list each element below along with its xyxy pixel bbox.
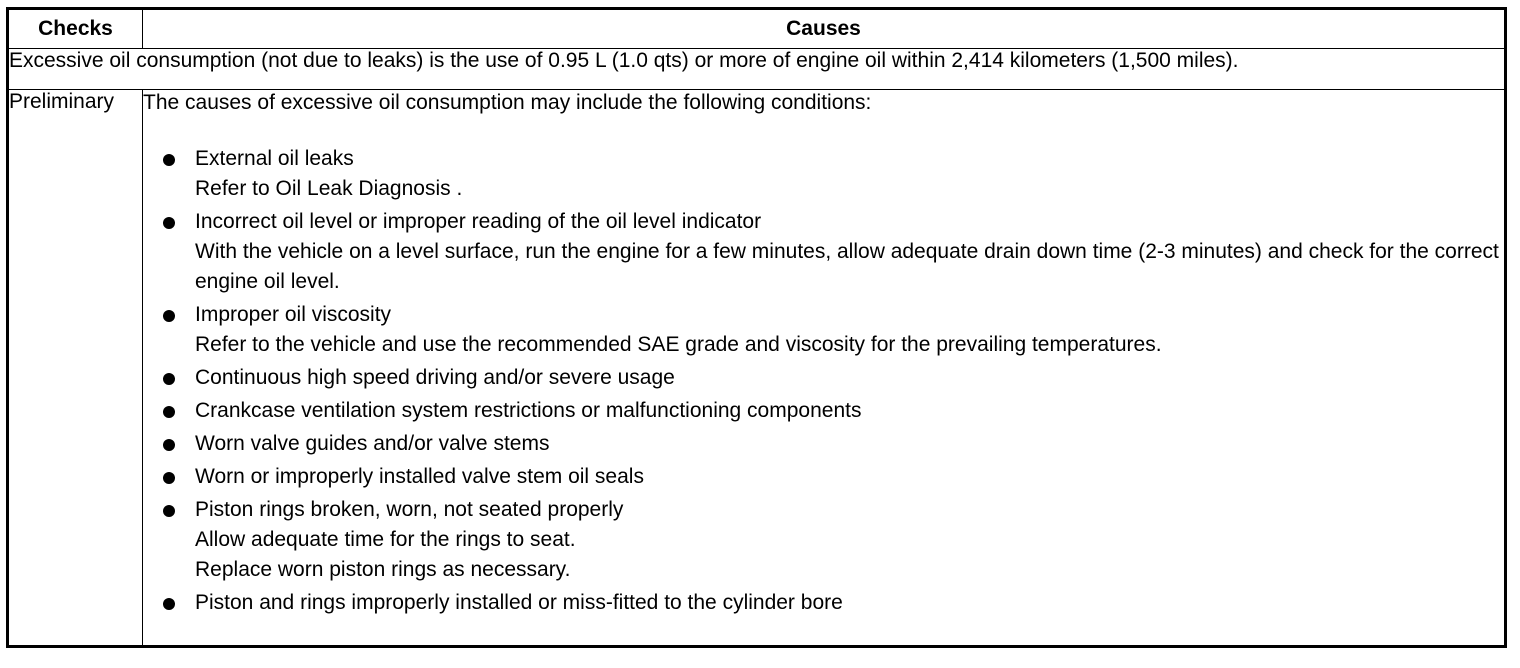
- bullet-icon: [163, 598, 175, 610]
- cause-title: Worn or improperly installed valve stem oil seals: [195, 465, 644, 488]
- causes-list: [143, 144, 1504, 618]
- bullet-icon: [163, 310, 175, 322]
- bullet-icon: [163, 154, 175, 166]
- cause-detail: Allow adequate time for the rings to seat.: [195, 528, 576, 551]
- list-item: [143, 144, 1504, 204]
- list-item: [143, 462, 1504, 492]
- step-body: [143, 90, 1506, 647]
- bullet-icon: [163, 406, 175, 418]
- bullet-icon: [163, 472, 175, 484]
- list-item: [143, 363, 1504, 393]
- definition-text: Excessive oil consumption (not due to leaks) is the use of 0.95 L (1.0 qts) or more of engine oil within 2,414 kilometers (1,500 miles).: [8, 49, 1506, 90]
- step-label: Preliminary: [8, 90, 143, 647]
- list-item: [143, 300, 1504, 360]
- cause-title: Piston rings broken, worn, not seated properly: [195, 498, 624, 521]
- cause-detail: Replace worn piston rings as necessary.: [195, 558, 571, 581]
- intro-text: The causes of excessive oil consumption may include the following conditions:: [143, 91, 872, 114]
- bullet-icon: [163, 505, 175, 517]
- header-checks: Checks: [8, 9, 143, 49]
- list-item: [143, 588, 1504, 618]
- list-item: [143, 429, 1504, 459]
- cause-title: External oil leaks: [195, 147, 354, 170]
- step-row: [8, 90, 1506, 647]
- cause-title: Crankcase ventilation system restrictions or malfunctioning components: [195, 399, 862, 422]
- list-item: [143, 207, 1504, 297]
- bullet-icon: [163, 217, 175, 229]
- cause-title: Incorrect oil level or improper reading of the oil level indicator: [195, 210, 762, 233]
- definition-row: [8, 49, 1506, 90]
- list-item: [143, 396, 1504, 426]
- cause-title: Piston and rings improperly installed or miss-fitted to the cylinder bore: [195, 591, 843, 614]
- list-item: [143, 495, 1504, 585]
- cause-detail: Refer to the vehicle and use the recommended SAE grade and viscosity for the prevailing temperatures.: [195, 333, 1162, 356]
- cause-title: Continuous high speed driving and/or severe usage: [195, 366, 675, 389]
- cause-title: Worn valve guides and/or valve stems: [195, 432, 550, 455]
- cause-detail: With the vehicle on a level surface, run the engine for a few minutes, allow adequate drain down time (2-3 minutes) and check for the correct engine oil level.: [195, 240, 1499, 293]
- table-header-row: [8, 9, 1506, 49]
- bullet-icon: [163, 439, 175, 451]
- cause-detail: Refer to Oil Leak Diagnosis .: [195, 177, 463, 200]
- header-causes: Causes: [143, 9, 1506, 49]
- bullet-icon: [163, 373, 175, 385]
- cause-title: Improper oil viscosity: [195, 303, 392, 326]
- diagnostic-table: [6, 7, 1507, 648]
